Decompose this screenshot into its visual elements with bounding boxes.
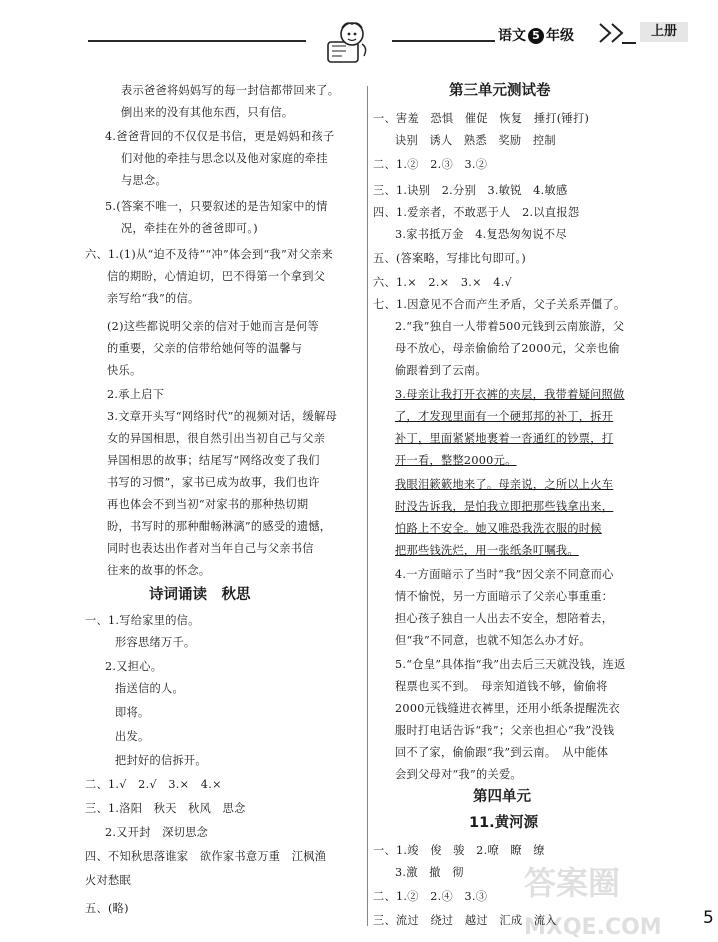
left-col-line-15: 3.文章开头写“网络时代”的视频对话，缓解母 — [107, 410, 338, 423]
right-col-line-20: 怕路上不安全。她又唯恐我洗衣服的时候 — [395, 522, 602, 535]
left-col-line-32: 三、1.洛阳 秋天 秋风 思念 — [85, 802, 246, 815]
right-col-heading-33: 11.黄河源 — [469, 815, 539, 831]
left-col-line-7: 况，牵挂在外的爸爸即可。) — [121, 222, 258, 235]
left-col-line-21: 同时也表达出作者对当年自己与父亲书信 — [107, 542, 314, 555]
right-col-line-24: 担心孩子独自一人出去不安全，想陪着去， — [395, 612, 614, 625]
right-col-line-17: 开一看，整整2000元。 — [395, 454, 517, 467]
mascot-icon — [322, 20, 372, 66]
left-col-line-24: 一、1.写给家里的信。 — [85, 614, 200, 627]
column-divider — [367, 86, 368, 926]
right-col-line-22: 4.一方面暗示了当时“我”因父亲不同意而心 — [395, 568, 614, 581]
right-col-line-13: 偷跟着到了云南。 — [395, 364, 487, 377]
left-col-line-31: 二、1.√ 2.√ 3.× 4.× — [85, 778, 222, 791]
left-col-line-2: 倒出来的没有其他东西，只有信。 — [121, 106, 294, 119]
left-col-line-27: 指送信的人。 — [115, 682, 184, 695]
left-col-line-14: 2.承上启下 — [107, 388, 165, 401]
left-col-line-18: 书写的习惯”，家书已成为故事，我们也许 — [107, 476, 320, 489]
right-col-line-6: 四、1.爱亲者，不敢恶于人 2.以直报怨 — [373, 206, 580, 219]
left-col-line-26: 2.又担心。 — [105, 660, 163, 673]
right-col-line-28: 2000元钱缝进衣裤里，还用小纸条提醒洗衣 — [395, 702, 620, 715]
left-col-line-36: 五、(略) — [85, 902, 129, 915]
left-col-line-25: 形容思绪万千。 — [115, 636, 196, 649]
right-col-line-14: 3.母亲让我打开衣裤的夹层，我带着疑问照做 — [395, 388, 625, 401]
page-number: 5 — [703, 908, 714, 928]
left-col-line-8: 六、1.(1)从“迫不及待”“冲”体会到“我”对父亲来 — [85, 248, 333, 261]
right-col-heading-32: 第四单元 — [473, 789, 531, 805]
grade-suffix: 年级 — [546, 28, 574, 44]
right-col-line-11: 2.“我”独自一人带着500元钱到云南旅游，父 — [395, 320, 625, 333]
left-col-line-12: 的重要，父亲的信带给她何等的温馨与 — [107, 342, 303, 355]
right-col-line-2: 一、害羞 恐惧 催促 恢复 捶打(锤打) — [373, 112, 590, 125]
left-col-line-1: 表示爸爸将妈妈写的每一封信都带回来了。 — [121, 84, 340, 97]
right-col-line-16: 补丁，里面紧紧地裹着一沓通红的钞票，打 — [395, 432, 614, 445]
right-col-line-9: 六、1.× 2.× 3.× 4.√ — [373, 276, 512, 289]
left-col-line-29: 出发。 — [115, 730, 150, 743]
left-col-line-10: 亲写给“我”的信。 — [107, 292, 200, 305]
left-col-line-6: 5.(答案不唯一，只要叙述的是告知家中的情 — [105, 200, 328, 213]
left-col-line-35: 火对愁眠 — [85, 874, 131, 887]
right-col-line-23: 情不愉悦，另一方面暗示了父亲心事重重： — [395, 590, 614, 603]
right-col-line-15: 了，才发现里面有一个硬邦邦的补丁，拆开 — [395, 410, 614, 423]
left-col-line-5: 与思念。 — [121, 174, 167, 187]
right-col-line-31: 会到父母对“我”的关爱。 — [395, 768, 522, 781]
left-col-line-4: 们对他的牵挂与思念以及他对家庭的牵挂 — [121, 152, 328, 165]
left-col-line-9: 信的期盼，心情迫切，巴不得第一个拿到父 — [107, 270, 326, 283]
right-col-line-27: 程票也买不到。 母亲知道钱不够，偷偷将 — [395, 680, 608, 693]
right-col-line-34: 一、1.竣 俊 骏 2.嘹 瞭 缭 — [373, 844, 545, 857]
right-col-line-26: 5.“仓皇”具体指“我”出去后三天就没钱，连返 — [395, 658, 626, 671]
right-col-line-37: 三、流过 绕过 越过 汇成 流入 — [373, 914, 557, 927]
right-col-line-29: 服时打电话告诉“我”；父亲也担心“我”没钱 — [395, 724, 615, 737]
watermark-logo: 答案圈 MXQE.COM — [524, 864, 662, 940]
left-col-line-33: 2.又开封 深切思念 — [105, 826, 209, 839]
grade-label — [498, 25, 574, 45]
right-col-line-12: 母不放心，母亲偷偷给了2000元，父亲也偷 — [395, 342, 620, 355]
left-col-line-30: 把封好的信拆开。 — [115, 754, 207, 767]
left-col-heading-23: 诗词诵读 秋思 — [149, 587, 251, 603]
left-col-line-11: (2)这些都说明父亲的信对于她而言是何等 — [107, 320, 320, 333]
right-col-line-8: 五、(答案略，写排比句即可。) — [373, 252, 527, 265]
right-col-line-3: 诀别 诱人 熟悉 奖励 控制 — [395, 134, 556, 147]
right-col-line-7: 3.家书抵万金 4.复恐匆匆说不尽 — [395, 228, 567, 241]
header-rule-left — [88, 40, 306, 42]
right-col-line-21: 把那些钱洗烂，用一张纸条叮嘱我。 — [395, 544, 579, 557]
header-rule-right — [392, 40, 495, 42]
left-col-line-22: 往来的故事的怀念。 — [107, 564, 211, 577]
left-col-line-28: 即将。 — [115, 706, 150, 719]
right-col-line-5: 三、1.诀别 2.分别 3.敏锐 4.敏感 — [373, 184, 568, 197]
left-col-line-34: 四、不知秋思落谁家 欲作家书意万重 江枫渔 — [85, 850, 327, 863]
grade-number-badge: 5 — [528, 28, 544, 44]
right-col-heading-1: 第三单元测试卷 — [449, 83, 551, 99]
volume-badge: 上册 — [640, 22, 688, 42]
left-col-line-3: 4.爸爸背回的不仅仅是书信，更是妈妈和孩子 — [105, 130, 335, 143]
left-col-line-13: 快乐。 — [107, 364, 142, 377]
right-col-line-4: 二、1.② 2.③ 3.② — [373, 158, 488, 171]
double-chevron-icon — [596, 22, 636, 48]
left-col-line-16: 女的异国相思，很自然引出当初自己与父亲 — [107, 432, 326, 445]
right-col-line-19: 时没告诉我，是怕我立即把那些钱拿出来， — [395, 500, 614, 513]
left-col-line-19: 再也体会不到当初“对家书的那种热切期 — [107, 498, 309, 511]
right-col-line-35: 3.激 撤 彻 — [395, 866, 476, 879]
left-col-line-20: 盼，书写时的那种酣畅淋漓”的感受的遗憾， — [107, 520, 332, 533]
right-col-line-10: 七、1.因意见不合而产生矛盾，父子关系弄僵了。 — [373, 298, 626, 311]
left-col-line-17: 异国相思的故事；结尾写“网络改变了我们 — [107, 454, 320, 467]
right-col-line-30: 回不了家，偷偷跟“我”到云南。 从中能体 — [395, 746, 609, 759]
right-col-line-25: 但“我”不同意，也就不知怎么办才好。 — [395, 634, 591, 647]
right-col-line-18: 我眼泪簌簌地来了。母亲说，之所以上火车 — [395, 478, 614, 491]
subject-label: 语文 — [498, 28, 526, 44]
right-col-line-36: 二、1.② 2.④ 3.③ — [373, 890, 488, 903]
